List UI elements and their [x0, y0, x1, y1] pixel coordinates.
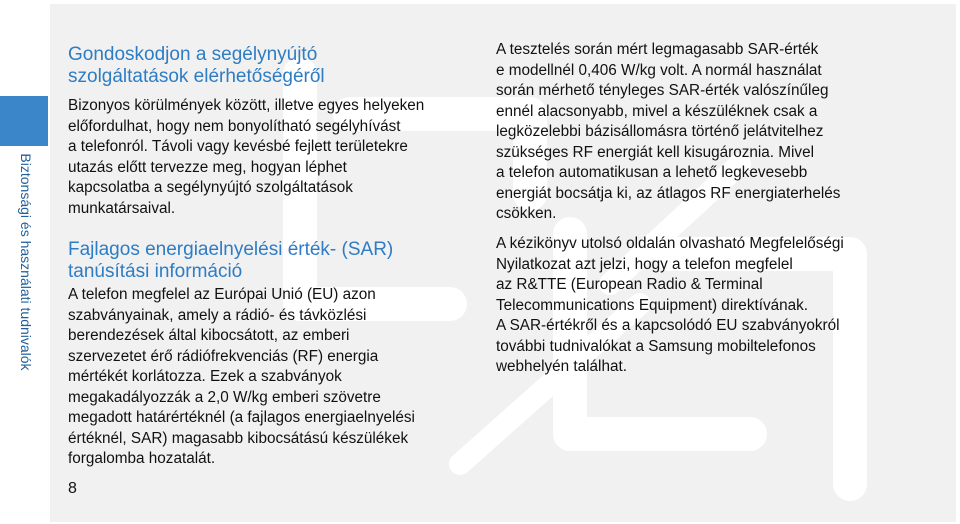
sidebar	[0, 0, 48, 524]
paragraph-sar-value: A tesztelés során mért legmagasabb SAR-érték e modellnél 0,406 W/kg volt. A normál használat során mérhető tényleges SAR-érték valószínűleg ennél alacsonyabb, mivel a készüléknek csak a legközelebbi bázisállomásra történő jelátvitelhez szükséges RF energiát kell kisugároznia. Mivel a telefon automatikusan a lehető legkevesebb energiát bocsátja ki, az átlagos RF energiaterhelés csökken.	[496, 41, 841, 222]
section-title-vertical: Biztonsági és használati tudnivalók	[18, 153, 34, 371]
section-tab-marker	[0, 96, 48, 146]
paragraph-declaration: A kézikönyv utolsó oldalán olvasható Megfelelőségi Nyilatkozat azt jelzi, hogy a telefon megfelel az R&TTE (European Radio & Terminal Telecommunications Equipment) direktívának. A SAR-értékről és a kapcsolódó EU szabványokról további tudnivalókat a Samsung mobiltelefonos webhelyén találhat.	[496, 235, 844, 375]
page-number: 8	[68, 480, 77, 497]
heading-sar-certification: Fajlagos energiaelnyelési érték- (SAR) tanúsítási információ	[68, 239, 394, 282]
paragraph-sar-standards: A telefon megfelel az Európai Unió (EU) azon szabványainak, amely a rádió- és távközlési berendezések által kibocsátott, az emberi szervezetet érő rádiófrekvenciás (RF) energia mértékét korlátozza. Ezek a szabványok megakadályozzák a 2,0 W/kg emberi szövetre megadott határértéknél (a fajlagos energiaelnyelési értéknél, SAR) magasabb kibocsátású készülékek forgalomba hozatalát.	[68, 286, 415, 467]
page-content	[50, 4, 956, 522]
paragraph-emergency: Bizonyos körülmények között, illetve egyes helyeken előfordulhat, hogy nem bonyolítható segélyhívást a telefonról. Távoli vagy kevésbé fejlett területekre utazás előtt tervezze meg, hogyan léphet kapcsolatba a segélynyújtó szolgáltatások munkatársaival.	[68, 97, 425, 217]
heading-emergency-services: Gondoskodjon a segélynyújtó szolgáltatások elérhetőségéről	[68, 44, 325, 87]
